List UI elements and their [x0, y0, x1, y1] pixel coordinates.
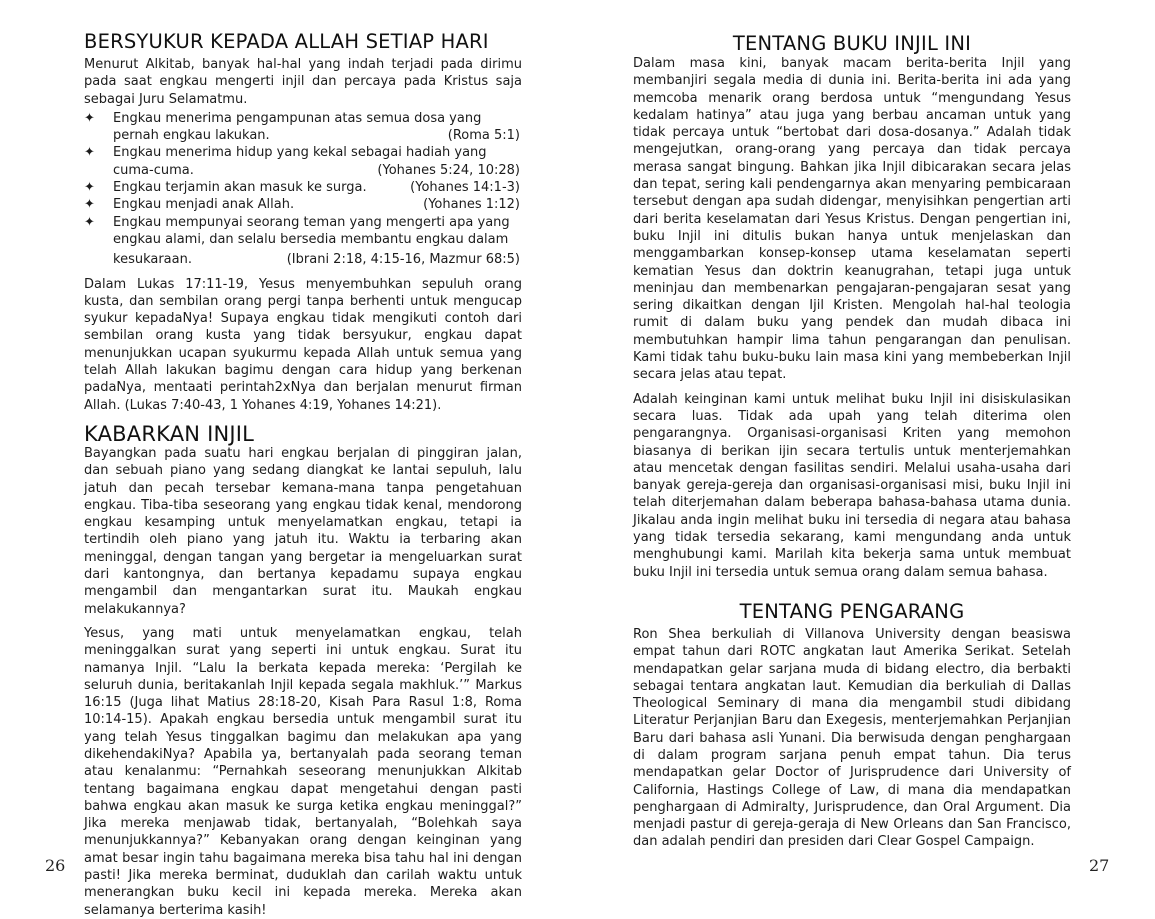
bullet-star-icon: ✦ — [84, 214, 95, 230]
gospel-letter-paragraph: Yesus, yang mati untuk menyelamatkan engkau, telah meninggalkan surat yang seperti ini untuk engkau. Surat itu namanya Injil. “Lalu Ia berkata kepada mereka: ‘Pergilah ke seluruh dunia, beritakanlah Injil kepada segala makhluk.’” Markus 16:15 (Juga lihat Matius 28:18-20, Kisah Para Rasul 1:8, Roma 10:14-15). Apakah engkau bersedia untuk mengambil surat itu yang telah Yesus tinggalkan bagimu dan melakukan apa yang dikehendakiNya? Apabila ya, bertanyalah pada seorang teman atau kenalanmu: “Pernahkah seseorang menunjukkan Alkitab tentang bagaimana engkau dapat mengetahui dengan pasti bahwa engkau akan masuk ke surga ketika engkau meninggal?” Jika mereka menjawab tidak, bertanyalah, “Bolehkah saya menunjukkannya?” Kebanyakan orang dengan keinginan yang amat besar ingin tahu bagaimana mereka bisa tahu hal ini dengan pasti! Jika mereka berminat, duduklah dan carilah waktu untuk menerangkan buku kecil ini kepada mereka. Mereka akan selamanya berterima kasih! — [84, 625, 522, 918]
scripture-reference: (Yohanes 1:12) — [423, 197, 520, 213]
scripture-reference: (Ibrani 2:18, 4:15-16, Mazmur 68:5) — [286, 252, 520, 268]
scripture-reference: (Yohanes 14:1-3) — [410, 180, 520, 196]
bullet-text: Engkau menerima hidup yang kekal sebagai hadiah yang — [113, 145, 487, 161]
section-title-kabarkan: KABARKAN INJIL — [84, 421, 255, 446]
bullet-star-icon: ✦ — [84, 180, 95, 196]
bullet-text-cont: cuma-cuma. — [113, 162, 194, 178]
bullet-text-cont: pernah engkau lakukan. — [113, 128, 270, 144]
list-item — [84, 110, 522, 145]
piano-paragraph: Bayangkan pada suatu hari engkau berjalan di pinggiran jalan, dan sebuah piano yang sedang diangkat ke lantai sepuluh, lalu jatuh dan pecah tersebar kemana-mana tanpa pengetahuan engkau. Tiba-tiba seseorang yang engkau tidak kenal, mendorong engkau kesamping untuk menyelamatkan engkau, tetapi ia tertindih oleh piano yang jatuh itu. Waktu ia terbaring akan meninggal, dengan tangan yang bergetar ia mengeluarkan surat dari kantongnya, dan bertanya kepadamu supaya engkau mengambil dan mengantarkan surat itu. Maukah engkau melakukannya? — [84, 445, 522, 617]
right-page — [633, 0, 1071, 851]
left-page — [84, 0, 522, 919]
lukas-paragraph: Dalam Lukas 17:11-19, Yesus menyembuhkan sepuluh orang kusta, dan sembilan orang pergi tanpa berhenti untuk mengucap syukur kepadaNya! Supaya engkau tidak mengikuti contoh dari sembilan orang kusta yang tidak bersyukur, engkau dapat menunjukkan ucapan syukurmu kepada Allah untuk semua yang telah Allah lakukan bagimu dengan cara hidup yang berkenan padaNya, mentaati perintah2xNya dan berjalan menurut firman Allah. (Lukas 7:40-43, 1 Yohanes 4:19, Yohanes 14:21). — [84, 276, 522, 413]
section-title-bersyukur: BERSYUKUR KEPADA ALLAH SETIAP HARI — [84, 30, 489, 53]
page-number-left: 26 — [45, 856, 66, 875]
list-item — [84, 196, 522, 213]
list-item — [84, 144, 522, 179]
section-title-tentang-buku: TENTANG BUKU INJIL INI — [732, 32, 972, 55]
about-book-paragraph-2: Adalah keinginan kami untuk melihat buku Injil ini disiskulasikan secara luas. Tidak ada upah yang telah diterima olen pengarangnya. Organisasi-organisasi Kriten yang memohon biasanya di berikan ijin secara tertulis untuk menterjemahkan atau mencetak dengan fasilitas sendiri. Melalui usaha-usaha dari banyak gereja-gereja dan organisasi-organisasi misi, buku Injil ini telah diterjemahan dalam beberapa bahasa-bahasa utama dunia. Jikalau anda ingin melihat buku ini tersedia di negara atau bahasa yang tidak tersedia sekarang, kami mengundang anda untuk menghubungi kami. Marilah kita bekerja sama untuk membuat buku Injil ini tersedia untuk semua orang dalam semua bahasa. — [633, 391, 1071, 580]
bullet-text: Engkau menjadi anak Allah. — [113, 197, 295, 213]
bullet-text-cont: kesukaraan. — [113, 252, 192, 268]
bullet-star-icon: ✦ — [84, 110, 95, 126]
intro-paragraph: Menurut Alkitab, banyak hal-hal yang indah terjadi pada dirimu pada saat engkau mengerti injil dan percaya pada Kristus saja sebagai Juru Selamatmu. — [84, 57, 522, 107]
bullet-star-icon: ✦ — [84, 145, 95, 161]
about-book-paragraph-1: Dalam masa kini, banyak macam berita-berita Injil yang membanjiri segala media di dunia ini. Berita-berita ini ada yang memcoba menarik orang berdosa untuk “mengundang Yesus kedalam hatinya” atau juga yang berbau ancaman untuk yang tidak percaya untuk “bertobat dari dosa-dosanya.” Adalah tidak mengejutkan, orang-orang yang percaya dan tidak percaya merasa sangat bingung. Bahkan jika Injil dibicarakan secara jelas dan tepat, sering kali pendengarnya akan menyaring pembicaraan tersebut dengan apa sudah didengar, menyisihkan pengertian arti dari berita keselamatan dari Yesus Kristus. Dengan pengertian ini, buku Injil ini ditulis bukan hanya untuk menjelaskan dan menggambarkan konsep-konsep utama keselamatan seperti kematian Yesus dan doktrin keanugrahan, tetapi juga untuk meninjau dan membenarkan pengajaran-pengajaran sesat yang sering dikaitkan dengan Ijil Kristen. Mengolah hal-hal teologia rumit di dalam buku yang pendek dan mudah dibaca ini membutuhkan hampir lima tahun pengarangan dan penulisan. Kami tidak tahu buku-buku lain masa kini yang membeberkan Injil secara jelas atau tepat. — [633, 56, 1071, 383]
blessings-list — [84, 110, 522, 269]
list-item — [84, 179, 522, 196]
bullet-text: Engkau menerima pengampunan atas semua dosa yang — [113, 110, 482, 126]
about-author-paragraph: Ron Shea berkuliah di Villanova University dengan beasiswa empat tahun dari ROTC angkatan laut Amerika Serikat. Setelah mendapatkan gelar sarjana muda di bidang electro, dia berbakti sebagai tentara angkatan laut. Kemudian dia berkuliah di Dallas Theological Seminary di mana dia mengambil studi dibidang Literatur Perjanjian Baru dan Exegesis, menterjemahkan Perjanjian Baru dari bahasa asli Yunani. Dia berwisuda dengan penghargaan di dalam program sarjana penuh empat tahun. Dia terus mendapatkan gelar Doctor of Jurisprudence dari University of California, Hastings College of Law, di mana dia mendapatkan penghargaan di Admiralty, Jurisprudence, dan Oral Argument. Dia menjadi pastur di gereja-geraja di New Orleans dan San Francisco, dan adalah pendiri dan presiden dari Clear Gospel Campaign. — [633, 626, 1071, 850]
section-title-tentang-pengarang: TENTANG PENGARANG — [739, 599, 965, 623]
list-item — [84, 214, 522, 269]
bullet-star-icon: ✦ — [84, 197, 95, 213]
page-number-right: 27 — [1089, 856, 1110, 875]
bullet-text: Engkau terjamin akan masuk ke surga. — [113, 180, 367, 196]
scripture-reference: (Yohanes 5:24, 10:28) — [377, 162, 520, 178]
scripture-reference: (Roma 5:1) — [447, 128, 520, 144]
bullet-text: Engkau mempunyai seorang teman yang mengerti apa yang engkau alami, dan selalu bersedia membantu engkau dalam — [113, 214, 510, 247]
